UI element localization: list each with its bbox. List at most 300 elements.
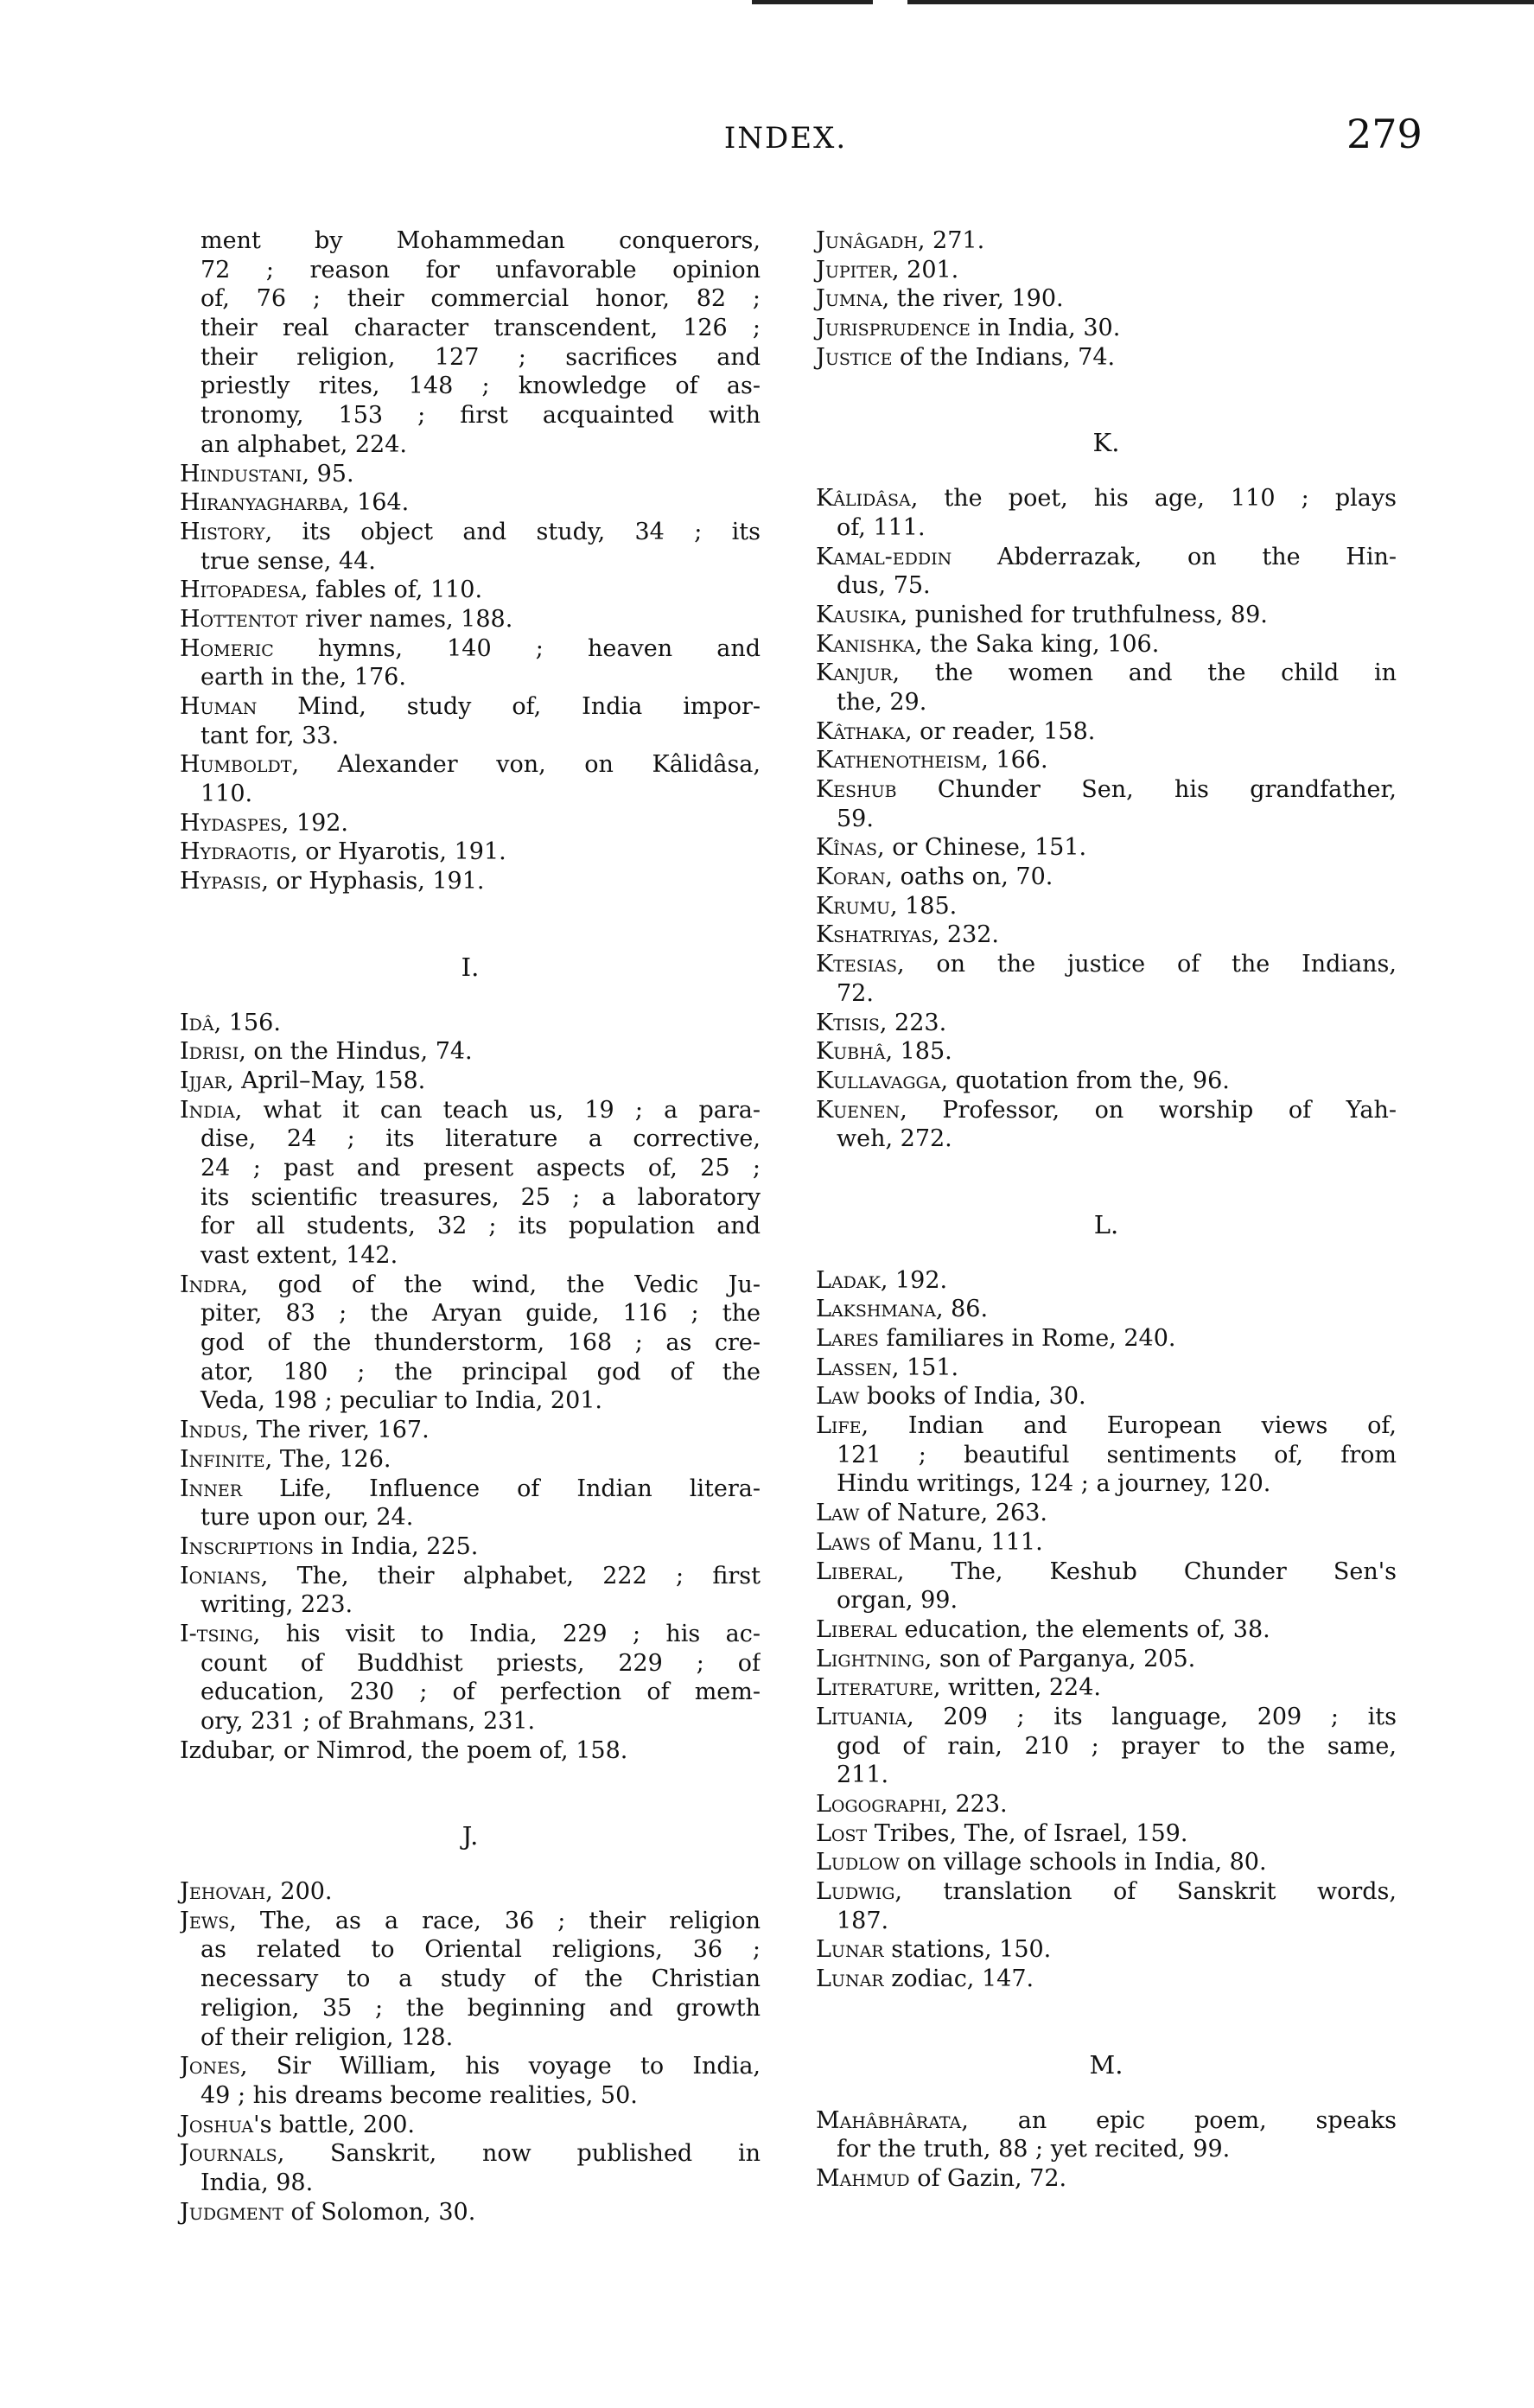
entry-text: education, the elements of, 38. bbox=[896, 1615, 1270, 1643]
entry-line bbox=[180, 284, 761, 314]
entry-text: , 192. bbox=[281, 809, 349, 837]
entry-line bbox=[816, 921, 1397, 950]
index-entry bbox=[816, 863, 1397, 892]
entry-text: , 95. bbox=[302, 460, 354, 487]
index-entry bbox=[180, 809, 761, 838]
entry-line bbox=[180, 1096, 761, 1125]
entry-text: , the women and the child in bbox=[892, 659, 1397, 687]
index-entry bbox=[816, 717, 1397, 747]
entry-line bbox=[180, 314, 761, 343]
entry-line bbox=[180, 1532, 761, 1562]
entry-line bbox=[180, 1009, 761, 1038]
entry-heading: Keshub bbox=[816, 776, 897, 804]
entry-line bbox=[816, 571, 1397, 601]
entry-text: , April–May, 158. bbox=[226, 1067, 426, 1094]
entry-line bbox=[816, 226, 1397, 256]
entry-text: Abderrazak, on the Hin- bbox=[952, 543, 1397, 570]
index-entry bbox=[180, 634, 761, 692]
entry-text: , or Chinese, 151. bbox=[877, 834, 1087, 862]
entry-line bbox=[816, 1324, 1397, 1354]
entry-line bbox=[816, 1558, 1397, 1587]
entry-line bbox=[816, 659, 1397, 688]
entry-line bbox=[180, 2081, 761, 2111]
entry-line bbox=[180, 663, 761, 692]
entry-text: Hindu writings, 124 ; a journey, 120. bbox=[837, 1470, 1271, 1498]
index-entry bbox=[816, 284, 1397, 314]
entry-line bbox=[180, 343, 761, 373]
entry-line bbox=[816, 1907, 1397, 1936]
entry-line bbox=[816, 1354, 1397, 1383]
index-entry bbox=[180, 605, 761, 634]
entry-heading: Kâlidâsa bbox=[816, 485, 911, 513]
entry-line bbox=[816, 746, 1397, 775]
entry-text: its scientific treasures, 25 ; a laboratory bbox=[201, 1183, 761, 1211]
entry-text: in India, 30. bbox=[970, 315, 1121, 342]
entry-line bbox=[180, 2023, 761, 2053]
index-column-right bbox=[816, 226, 1397, 2194]
index-entry bbox=[180, 226, 761, 460]
section-letter: I. bbox=[461, 952, 480, 982]
entry-text: religion, 35 ; the beginning and growth bbox=[201, 1994, 761, 2022]
index-entry bbox=[816, 2164, 1397, 2194]
index-entry bbox=[180, 867, 761, 896]
entry-heading: Lassen bbox=[816, 1354, 892, 1381]
entry-heading: Ktisis bbox=[816, 1009, 880, 1036]
entry-line bbox=[180, 1241, 761, 1271]
entry-text: of, 111. bbox=[837, 513, 926, 541]
entry-heading: Kanishka bbox=[816, 630, 915, 658]
entry-heading: Jumna bbox=[816, 285, 882, 313]
index-entry bbox=[816, 1382, 1397, 1411]
entry-line bbox=[816, 1009, 1397, 1038]
entry-heading: Ionians bbox=[180, 1562, 261, 1589]
entry-line bbox=[180, 1067, 761, 1096]
entry-line bbox=[816, 1411, 1397, 1441]
entry-text: , Indian and European views of, bbox=[861, 1412, 1397, 1440]
entry-line bbox=[180, 1590, 761, 1620]
entry-line bbox=[180, 1299, 761, 1328]
entry-line bbox=[816, 601, 1397, 630]
entry-line bbox=[816, 1469, 1397, 1499]
entry-heading: Junâgadh bbox=[816, 227, 918, 254]
entry-heading: Logographi bbox=[816, 1791, 941, 1819]
entry-text: necessary to a study of the Christian bbox=[201, 1965, 761, 1993]
entry-line bbox=[180, 605, 761, 634]
entry-line bbox=[180, 430, 761, 460]
entry-heading: Mahâbhârata bbox=[816, 2106, 962, 2134]
section-letter: J. bbox=[461, 1821, 479, 1851]
entry-line bbox=[180, 1037, 761, 1067]
entry-heading: Hindustani bbox=[180, 460, 302, 487]
entry-line bbox=[180, 1907, 761, 1936]
entry-heading: Justice bbox=[816, 343, 893, 371]
entry-heading: Hottentot bbox=[180, 605, 298, 633]
entry-line bbox=[180, 1358, 761, 1387]
entry-text: familiares in Rome, 240. bbox=[878, 1325, 1176, 1353]
index-entry bbox=[816, 256, 1397, 285]
entry-text: , translation of Sanskrit words, bbox=[894, 1878, 1397, 1906]
entry-line bbox=[180, 1271, 761, 1300]
entry-text: ture upon our, 24. bbox=[201, 1504, 414, 1532]
index-entry bbox=[816, 1067, 1397, 1096]
index-entry bbox=[180, 1877, 761, 1907]
entry-text: , The, their alphabet, 222 ; first bbox=[260, 1562, 761, 1589]
entry-text: on village schools in India, 80. bbox=[899, 1849, 1267, 1876]
entry-text: of the Indians, 74. bbox=[892, 343, 1116, 371]
entry-heading: Inscriptions bbox=[180, 1532, 314, 1560]
entry-text: , Sanskrit, now published in bbox=[277, 2140, 761, 2168]
entry-text: , 151. bbox=[891, 1354, 959, 1381]
entry-text: , 271. bbox=[917, 227, 985, 254]
entry-text: Chunder Sen, his grandfather, bbox=[896, 776, 1397, 804]
entry-text: , the poet, his age, 110 ; plays bbox=[910, 485, 1397, 513]
entry-line bbox=[180, 1678, 761, 1707]
entry-heading: India bbox=[180, 1096, 235, 1124]
entry-text: in India, 225. bbox=[313, 1532, 479, 1560]
entry-text: , god of the wind, the Vedic Ju- bbox=[240, 1271, 761, 1298]
entry-text: ory, 231 ; of Brahmans, 231. bbox=[201, 1708, 536, 1736]
index-entry bbox=[816, 921, 1397, 950]
section-letter: M. bbox=[1089, 2049, 1123, 2080]
index-entry bbox=[816, 1411, 1397, 1499]
entry-heading: Ladak bbox=[816, 1266, 881, 1294]
entry-line bbox=[180, 2052, 761, 2081]
index-column-left bbox=[180, 226, 761, 2226]
index-entry bbox=[816, 746, 1397, 775]
entry-line bbox=[816, 1441, 1397, 1470]
index-entry bbox=[816, 659, 1397, 717]
entry-heading: Kausika bbox=[816, 601, 901, 628]
index-entry bbox=[816, 1295, 1397, 1324]
entry-heading: Life bbox=[816, 1412, 862, 1440]
index-entry bbox=[180, 576, 761, 605]
entry-heading: Indra bbox=[180, 1271, 241, 1298]
entry-line bbox=[816, 543, 1397, 572]
entry-text: organ, 99. bbox=[837, 1587, 958, 1615]
index-entry bbox=[180, 2052, 761, 2110]
entry-line bbox=[816, 1761, 1397, 1790]
entry-heading: Kubhâ bbox=[816, 1038, 886, 1066]
entry-heading: Literature bbox=[816, 1674, 933, 1702]
index-entry bbox=[180, 488, 761, 518]
entry-line bbox=[180, 1503, 761, 1532]
entry-text: Izdubar, or Nimrod, the poem of, 158. bbox=[180, 1736, 628, 1764]
entry-heading: Lakshmana bbox=[816, 1296, 936, 1323]
entry-text: god of rain, 210 ; prayer to the same, bbox=[837, 1732, 1397, 1760]
entry-text: , or Hyphasis, 191. bbox=[261, 868, 485, 895]
index-entry bbox=[816, 1558, 1397, 1615]
entry-text: Tribes, The, of Israel, 159. bbox=[867, 1819, 1188, 1847]
entry-heading: Ludlow bbox=[816, 1849, 900, 1876]
index-entry bbox=[180, 1096, 761, 1271]
index-entry bbox=[180, 2111, 761, 2140]
index-entry bbox=[180, 1907, 761, 2052]
entry-line bbox=[816, 314, 1397, 343]
entry-line bbox=[180, 867, 761, 896]
entry-text: , or Hyarotis, 191. bbox=[290, 838, 506, 866]
entry-line bbox=[816, 1096, 1397, 1125]
index-entry bbox=[816, 314, 1397, 343]
entry-line bbox=[816, 1848, 1397, 1877]
entry-line bbox=[180, 256, 761, 285]
index-entry bbox=[816, 1324, 1397, 1354]
entry-line bbox=[816, 2164, 1397, 2194]
index-entry bbox=[180, 1620, 761, 1736]
entry-text: river names, 188. bbox=[297, 605, 513, 633]
entry-text: 24 ; past and present aspects of, 25 ; bbox=[201, 1154, 761, 1182]
index-entry bbox=[180, 1445, 761, 1475]
entry-heading: Humboldt bbox=[180, 751, 292, 779]
entry-text: India, 98. bbox=[201, 2169, 314, 2196]
index-entry bbox=[816, 892, 1397, 921]
entry-line bbox=[816, 513, 1397, 543]
entry-text: , The, as a race, 36 ; their religion bbox=[229, 1907, 761, 1934]
entry-text: for the truth, 88 ; yet recited, 99. bbox=[837, 2136, 1231, 2163]
entry-text: of Manu, 111. bbox=[870, 1528, 1043, 1556]
entry-heading: Lightning bbox=[816, 1645, 925, 1672]
entry-line bbox=[816, 1528, 1397, 1558]
entry-text: , written, 224. bbox=[932, 1674, 1101, 1702]
entry-line bbox=[816, 1124, 1397, 1154]
entry-line bbox=[180, 2139, 761, 2169]
index-entry bbox=[816, 1935, 1397, 1965]
index-entry bbox=[816, 1266, 1397, 1296]
entry-heading: Hitopadesa bbox=[180, 577, 301, 604]
entry-line bbox=[816, 892, 1397, 921]
entry-text: , an epic poem, speaks bbox=[961, 2106, 1397, 2134]
index-entry bbox=[180, 2198, 761, 2227]
entry-line bbox=[180, 722, 761, 751]
entry-line bbox=[816, 717, 1397, 747]
entry-heading: Koran bbox=[816, 863, 886, 891]
entry-line bbox=[180, 1736, 761, 1766]
entry-line bbox=[816, 1499, 1397, 1528]
entry-line bbox=[816, 1645, 1397, 1674]
index-entry bbox=[180, 1009, 761, 1038]
entry-text: , 185. bbox=[889, 892, 958, 920]
index-entry bbox=[816, 775, 1397, 833]
entry-heading: Idâ bbox=[180, 1009, 214, 1036]
index-entry bbox=[816, 1528, 1397, 1558]
entry-text: 's battle, 200. bbox=[253, 2111, 415, 2138]
entry-line bbox=[180, 460, 761, 489]
entry-line bbox=[816, 1703, 1397, 1732]
entry-line bbox=[180, 2169, 761, 2198]
entry-heading: Kuenen bbox=[816, 1096, 901, 1124]
entry-line bbox=[180, 1445, 761, 1475]
entry-heading: Infinite bbox=[180, 1445, 265, 1473]
entry-line bbox=[180, 576, 761, 605]
entry-text: , The, Keshub Chunder Sen's bbox=[896, 1558, 1397, 1585]
index-entry bbox=[180, 518, 761, 576]
entry-text: , 209 ; its language, 209 ; its bbox=[907, 1703, 1397, 1730]
index-entry bbox=[816, 1037, 1397, 1067]
entry-line bbox=[816, 775, 1397, 805]
entry-text: Veda, 198 ; peculiar to India, 201. bbox=[201, 1387, 603, 1415]
entry-line bbox=[180, 1649, 761, 1679]
index-entry bbox=[816, 833, 1397, 863]
entry-text: , 164. bbox=[341, 489, 410, 517]
entry-line bbox=[180, 1475, 761, 1504]
index-entry bbox=[180, 1416, 761, 1445]
index-entry bbox=[816, 1877, 1397, 1935]
entry-heading: Inner bbox=[180, 1475, 243, 1502]
entry-text: , or reader, 158. bbox=[904, 717, 1096, 745]
entry-text: , 232. bbox=[932, 921, 1000, 949]
entry-text: priestly rites, 148 ; knowledge of as- bbox=[201, 373, 761, 400]
entry-text: , on the Hindus, 74. bbox=[239, 1038, 473, 1066]
entry-line bbox=[816, 343, 1397, 373]
index-entry bbox=[816, 1096, 1397, 1154]
entry-line bbox=[180, 401, 761, 430]
entry-heading: Jehovah bbox=[180, 1878, 266, 1906]
entry-heading: Liberal bbox=[816, 1558, 897, 1585]
index-entry bbox=[816, 1009, 1397, 1038]
index-entry bbox=[816, 1499, 1397, 1528]
entry-text: ator, 180 ; the principal god of the bbox=[201, 1358, 761, 1386]
index-entry bbox=[816, 1645, 1397, 1674]
entry-heading: Idrisi bbox=[180, 1038, 239, 1066]
entry-heading: Hydaspes bbox=[180, 809, 282, 837]
entry-text: the, 29. bbox=[837, 688, 927, 716]
entry-heading: Kanjur bbox=[816, 659, 893, 687]
index-entry bbox=[816, 1965, 1397, 1994]
entry-line bbox=[180, 2111, 761, 2140]
entry-text: , son of Parganya, 205. bbox=[924, 1645, 1196, 1672]
entry-text: 72. bbox=[837, 979, 874, 1007]
entry-line bbox=[180, 226, 761, 256]
entry-heading: Homeric bbox=[180, 634, 274, 662]
entry-line bbox=[816, 1266, 1397, 1296]
entry-line bbox=[816, 688, 1397, 717]
entry-line bbox=[180, 809, 761, 838]
entry-line bbox=[816, 1877, 1397, 1907]
index-entry bbox=[816, 1354, 1397, 1383]
index-entry bbox=[816, 630, 1397, 659]
entry-heading: Lunar bbox=[816, 1936, 884, 1964]
entry-line bbox=[816, 979, 1397, 1009]
entry-line bbox=[180, 1994, 761, 2023]
entry-text: weh, 272. bbox=[837, 1125, 952, 1153]
entry-heading: Kâthaka bbox=[816, 717, 905, 745]
entry-heading: Jupiter bbox=[816, 256, 892, 283]
index-entry bbox=[180, 1271, 761, 1416]
entry-text: , Professor, on worship of Yah- bbox=[900, 1096, 1397, 1124]
entry-line bbox=[816, 1067, 1397, 1096]
entry-text: of, 76 ; their commercial honor, 82 ; bbox=[201, 285, 761, 313]
entry-heading: Hiranyagharba bbox=[180, 489, 342, 517]
entry-line bbox=[816, 1819, 1397, 1849]
entry-line bbox=[180, 838, 761, 867]
entry-text: 49 ; his dreams become realities, 50. bbox=[201, 2081, 638, 2109]
entry-heading: Lares bbox=[816, 1325, 879, 1353]
entry-line bbox=[180, 1562, 761, 1591]
entry-heading: I-tsing bbox=[180, 1620, 253, 1647]
entry-heading: Law bbox=[816, 1500, 860, 1527]
entry-heading: Indus bbox=[180, 1417, 242, 1444]
entry-line bbox=[180, 488, 761, 518]
entry-text: tant for, 33. bbox=[201, 722, 340, 749]
index-entry bbox=[180, 1532, 761, 1562]
entry-text: , 192. bbox=[880, 1266, 948, 1294]
entry-line bbox=[180, 634, 761, 664]
entry-line bbox=[180, 518, 761, 547]
entry-heading: Kathenotheism bbox=[816, 747, 982, 774]
entry-line bbox=[816, 1965, 1397, 1994]
entry-text: dus, 75. bbox=[837, 572, 931, 600]
index-entry bbox=[816, 226, 1397, 256]
entry-text: writing, 223. bbox=[201, 1591, 353, 1619]
entry-heading: Judgment bbox=[180, 2198, 283, 2226]
index-entry bbox=[816, 1848, 1397, 1877]
entry-text: 110. bbox=[201, 780, 253, 808]
entry-line bbox=[816, 950, 1397, 979]
index-entry bbox=[816, 1615, 1397, 1645]
entry-text: , 185. bbox=[885, 1038, 952, 1066]
entry-heading: Law bbox=[816, 1383, 860, 1411]
entry-heading: Kînas bbox=[816, 834, 878, 862]
entry-text: 59. bbox=[837, 805, 874, 832]
entry-line bbox=[816, 2135, 1397, 2164]
entry-line bbox=[816, 630, 1397, 659]
entry-text: 72 ; reason for unfavorable opinion bbox=[201, 256, 761, 283]
entry-text: , 201. bbox=[891, 256, 959, 283]
entry-text: earth in the, 176. bbox=[201, 664, 406, 691]
entry-line bbox=[180, 2198, 761, 2227]
index-entry bbox=[180, 1562, 761, 1620]
index-entry bbox=[816, 601, 1397, 630]
entry-line bbox=[816, 863, 1397, 892]
index-entry bbox=[180, 460, 761, 489]
entry-text: , the river, 190. bbox=[882, 285, 1064, 313]
index-entry bbox=[816, 543, 1397, 601]
entry-text: ment by Mohammedan conquerors, bbox=[201, 227, 761, 254]
entry-heading: Jones bbox=[180, 2053, 240, 2080]
entry-text: 211. bbox=[837, 1761, 889, 1789]
index-entry bbox=[180, 838, 761, 867]
top-rule-gap bbox=[873, 0, 907, 4]
entry-line bbox=[816, 1586, 1397, 1615]
entry-line bbox=[816, 1790, 1397, 1819]
entry-line bbox=[816, 2106, 1397, 2136]
entry-heading: Hypasis bbox=[180, 868, 262, 895]
index-entry bbox=[180, 750, 761, 808]
entry-text: , its object and study, 34 ; its bbox=[264, 518, 761, 545]
entry-line bbox=[816, 484, 1397, 513]
entry-text: vast extent, 142. bbox=[201, 1242, 398, 1270]
entry-line bbox=[816, 805, 1397, 834]
entry-text: , 223. bbox=[879, 1009, 947, 1036]
entry-line bbox=[180, 1707, 761, 1736]
entry-text: tronomy, 153 ; first acquainted with bbox=[201, 402, 761, 430]
entry-text: true sense, 44. bbox=[201, 547, 376, 575]
entry-text: an alphabet, 224. bbox=[201, 430, 407, 458]
page-title: INDEX. bbox=[723, 121, 848, 156]
section-letter: K. bbox=[1092, 428, 1120, 458]
entry-line bbox=[816, 284, 1397, 314]
index-entry bbox=[816, 950, 1397, 1008]
entry-text: , 223. bbox=[940, 1791, 1008, 1819]
entry-text: zodiac, 147. bbox=[883, 1965, 1034, 1993]
entry-line bbox=[180, 692, 761, 722]
entry-line bbox=[816, 833, 1397, 863]
entry-text: , Alexander von, on Kâlidâsa, bbox=[291, 751, 761, 779]
entry-line bbox=[180, 1154, 761, 1183]
entry-line bbox=[180, 780, 761, 809]
entry-text: , Sir William, his voyage to India, bbox=[239, 2053, 761, 2080]
entry-text: , The, 126. bbox=[264, 1445, 391, 1473]
entry-line bbox=[816, 1037, 1397, 1067]
